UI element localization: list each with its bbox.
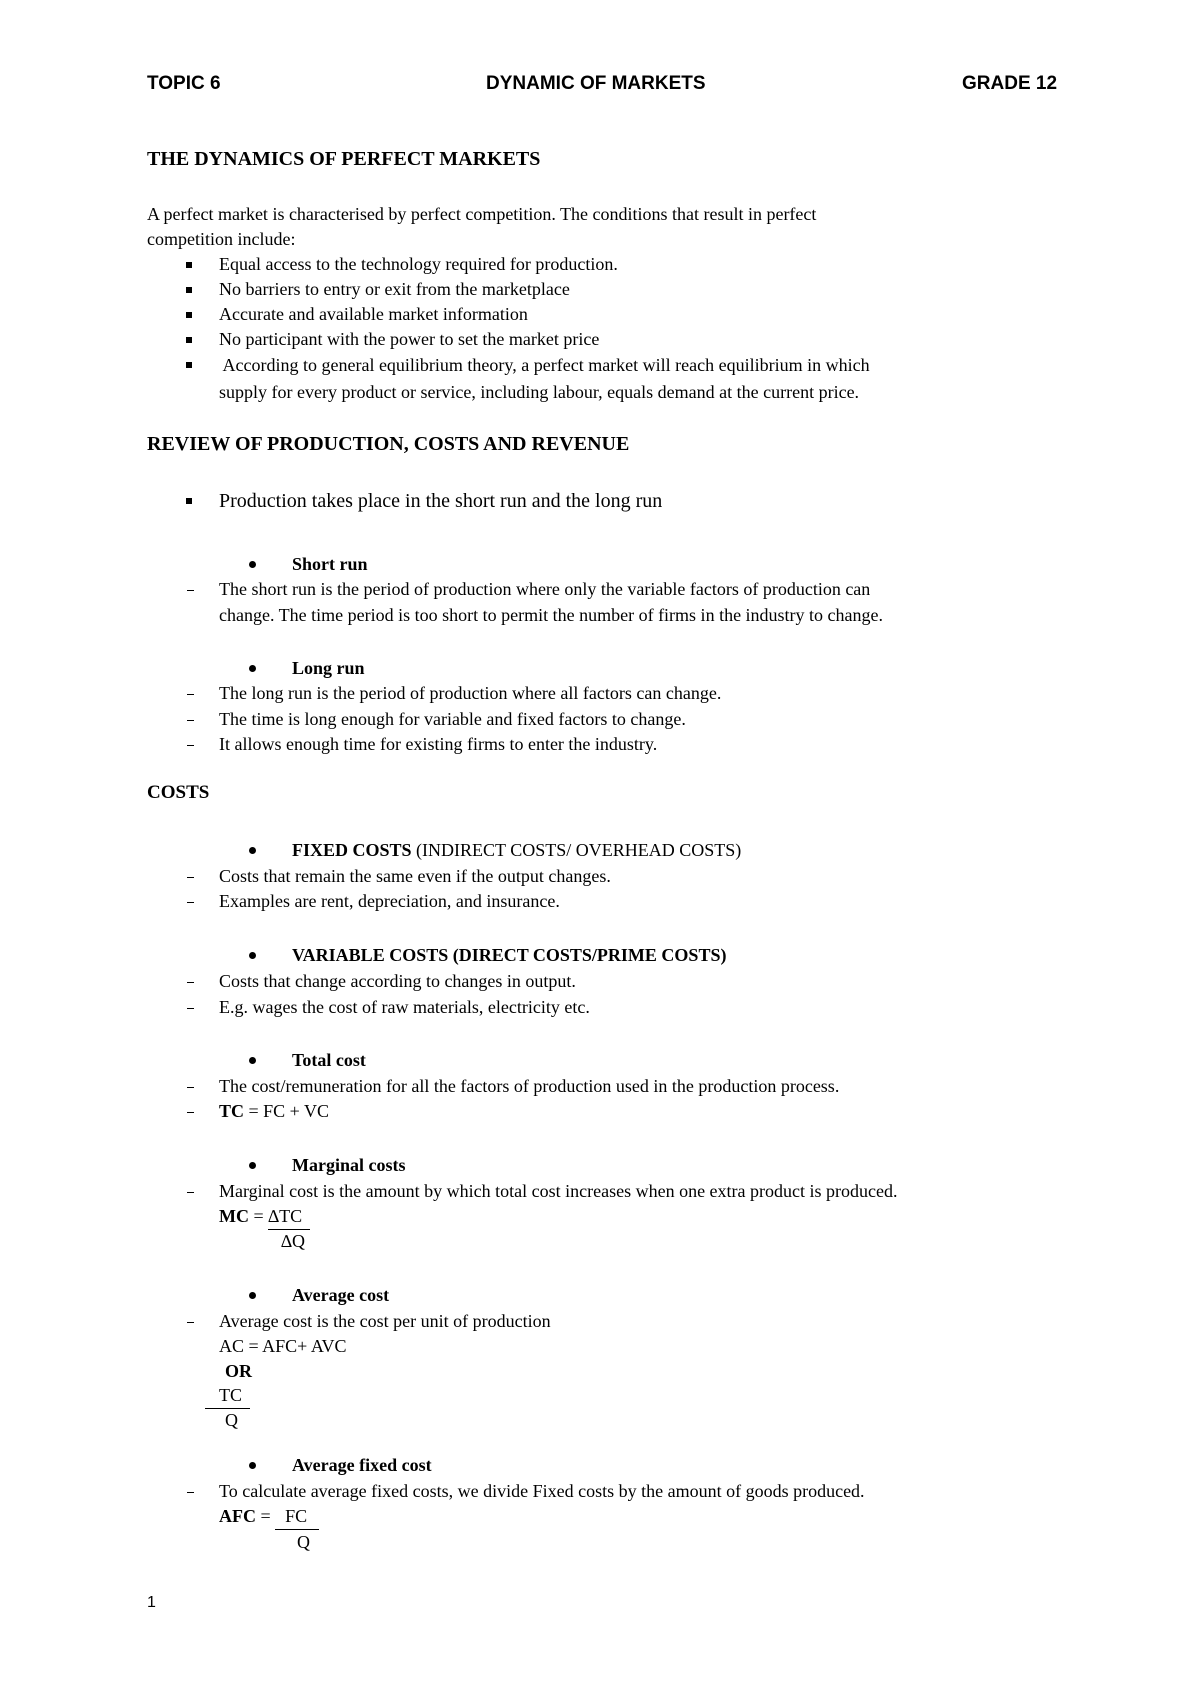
short-run-line-2: change. The time period is too short to permit the number of firms in the industry to change. bbox=[219, 605, 884, 625]
header-title: DYNAMIC OF MARKETS bbox=[486, 73, 706, 94]
dash-icon bbox=[187, 694, 194, 695]
dash-icon bbox=[187, 1192, 194, 1193]
square-bullet-icon bbox=[186, 337, 192, 343]
marginal-costs-title: Marginal costs bbox=[292, 1155, 406, 1175]
total-cost-title: Total cost bbox=[292, 1050, 366, 1070]
dash-icon bbox=[187, 590, 194, 591]
square-bullet-icon bbox=[186, 312, 192, 318]
average-cost-line: Average cost is the cost per unit of production bbox=[219, 1311, 551, 1331]
intro-line-1: A perfect market is characterised by perfect competition. The conditions that result in perfect bbox=[147, 204, 817, 224]
dash-icon bbox=[187, 1087, 194, 1088]
square-bullet-icon bbox=[186, 287, 192, 293]
header-topic: TOPIC 6 bbox=[147, 73, 221, 94]
average-cost-denominator: Q bbox=[225, 1410, 238, 1430]
round-bullet-icon bbox=[249, 847, 256, 854]
fixed-costs-title: FIXED COSTS (INDIRECT COSTS/ OVERHEAD COSTS) bbox=[292, 840, 742, 860]
average-fixed-cost-title: Average fixed cost bbox=[292, 1455, 432, 1475]
round-bullet-icon bbox=[249, 1057, 256, 1064]
variable-costs-line: E.g. wages the cost of raw materials, electricity etc. bbox=[219, 997, 590, 1017]
dash-icon bbox=[187, 982, 194, 983]
long-run-line: It allows enough time for existing firms to enter the industry. bbox=[219, 734, 658, 754]
variable-costs-title: VARIABLE COSTS (DIRECT COSTS/PRIME COSTS) bbox=[292, 945, 727, 965]
fixed-costs-line: Costs that remain the same even if the output changes. bbox=[219, 866, 611, 886]
dash-icon bbox=[187, 1008, 194, 1009]
marginal-cost-formula: MC = ∆TC bbox=[219, 1204, 310, 1230]
average-cost-or: OR bbox=[225, 1361, 252, 1381]
intro-line-2: competition include: bbox=[147, 229, 296, 249]
condition-item-continuation: supply for every product or service, including labour, equals demand at the current price. bbox=[219, 382, 860, 402]
long-run-line: The long run is the period of production where all factors can change. bbox=[219, 683, 722, 703]
header-grade: GRADE 12 bbox=[962, 73, 1058, 94]
total-cost-line: The cost/remuneration for all the factors of production used in the production process. bbox=[219, 1076, 840, 1096]
average-fixed-cost-line: To calculate average fixed costs, we divide Fixed costs by the amount of goods produced. bbox=[219, 1481, 865, 1501]
marginal-cost-line: Marginal cost is the amount by which total cost increases when one extra product is produced. bbox=[219, 1181, 898, 1201]
heading-perfect-markets: THE DYNAMICS OF PERFECT MARKETS bbox=[147, 148, 541, 170]
short-run-title: Short run bbox=[292, 554, 368, 574]
average-fixed-cost-formula: AFC = FC bbox=[219, 1504, 319, 1530]
average-cost-title: Average cost bbox=[292, 1285, 390, 1305]
condition-item: According to general equilibrium theory, a perfect market will reach equilibrium in which bbox=[219, 355, 870, 375]
round-bullet-icon bbox=[249, 1162, 256, 1169]
average-fixed-cost-numerator: FC bbox=[275, 1504, 319, 1530]
round-bullet-icon bbox=[249, 1462, 256, 1469]
dash-icon bbox=[187, 1322, 194, 1323]
round-bullet-icon bbox=[249, 561, 256, 568]
condition-item: Accurate and available market information bbox=[219, 304, 528, 324]
square-bullet-icon bbox=[186, 262, 192, 268]
heading-review: REVIEW OF PRODUCTION, COSTS AND REVENUE bbox=[147, 433, 630, 455]
square-bullet-icon bbox=[186, 362, 192, 368]
dash-icon bbox=[187, 720, 194, 721]
costs-heading: COSTS bbox=[147, 782, 210, 803]
fixed-costs-line: Examples are rent, depreciation, and insurance. bbox=[219, 891, 560, 911]
condition-item: Equal access to the technology required for production. bbox=[219, 254, 618, 274]
dash-icon bbox=[187, 902, 194, 903]
marginal-cost-numerator: ∆TC bbox=[268, 1204, 310, 1230]
marginal-cost-denominator: ∆Q bbox=[281, 1231, 306, 1251]
variable-costs-line: Costs that change according to changes in output. bbox=[219, 971, 576, 991]
dash-icon bbox=[187, 1112, 194, 1113]
average-cost-numerator: TC bbox=[205, 1383, 250, 1409]
average-fixed-cost-denominator: Q bbox=[297, 1532, 310, 1552]
short-run-line-1: The short run is the period of production where only the variable factors of production can bbox=[219, 579, 871, 599]
condition-item: No participant with the power to set the market price bbox=[219, 329, 600, 349]
dash-icon bbox=[187, 745, 194, 746]
page-number: 1 bbox=[147, 1594, 156, 1611]
condition-item: No barriers to entry or exit from the marketplace bbox=[219, 279, 570, 299]
dash-icon bbox=[187, 877, 194, 878]
long-run-title: Long run bbox=[292, 658, 365, 678]
dash-icon bbox=[187, 1492, 194, 1493]
total-cost-formula: TC = FC + VC bbox=[219, 1101, 330, 1121]
average-cost-formula: AC = AFC+ AVC bbox=[219, 1336, 347, 1356]
square-bullet-icon bbox=[186, 498, 192, 504]
round-bullet-icon bbox=[249, 952, 256, 959]
long-run-line: The time is long enough for variable and fixed factors to change. bbox=[219, 709, 686, 729]
round-bullet-icon bbox=[249, 665, 256, 672]
round-bullet-icon bbox=[249, 1292, 256, 1299]
production-bullet: Production takes place in the short run and the long run bbox=[219, 490, 663, 512]
